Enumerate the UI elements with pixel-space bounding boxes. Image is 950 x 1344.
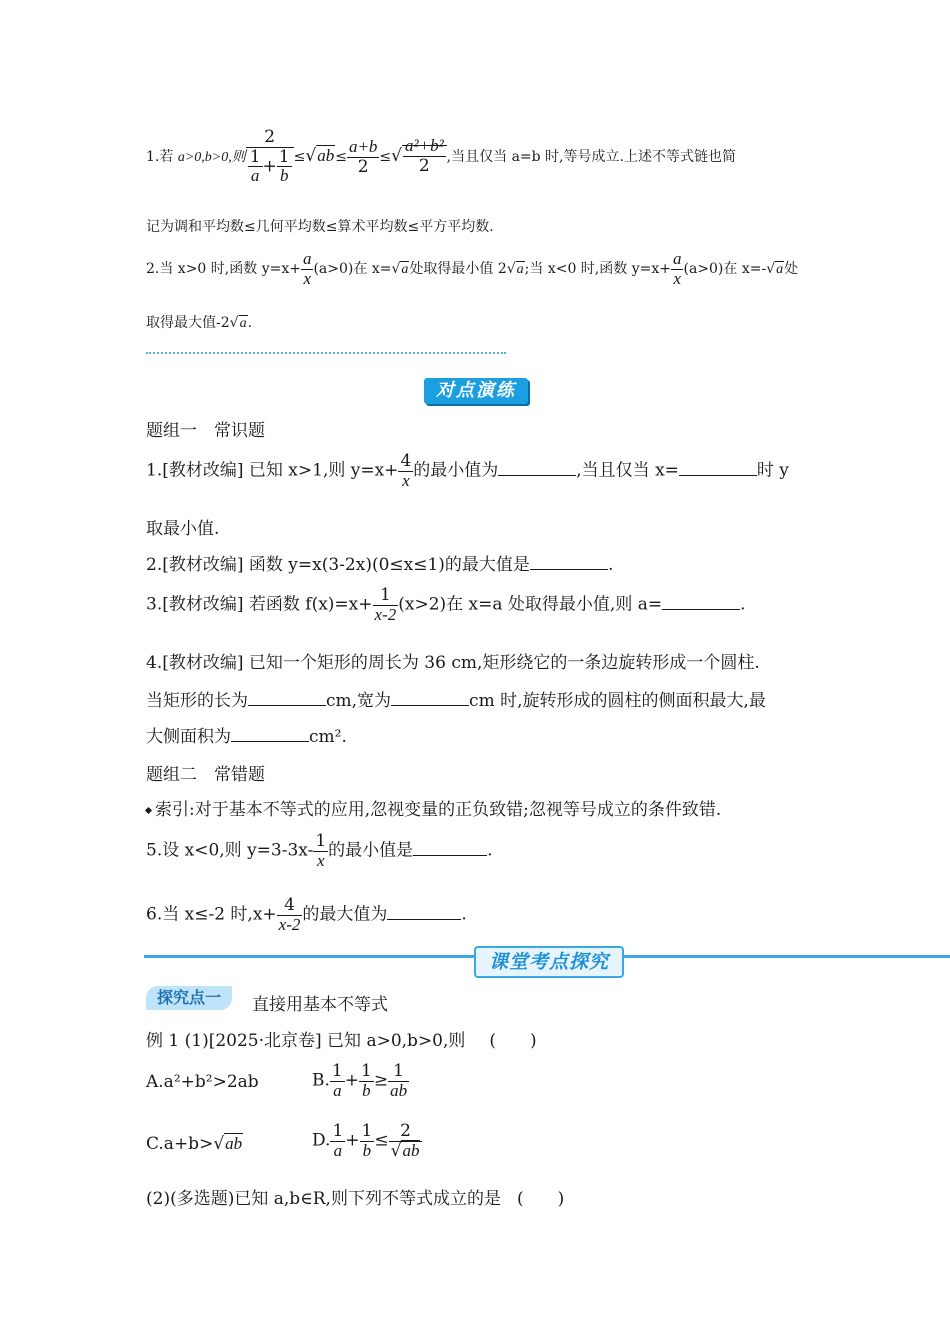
question-1: 1.[教材改编] 已知 x>1,则 y=x+ $\frac{4}{x}$ 的最小值为 ,当且仅当 x= 时 y: [146, 451, 789, 490]
q6-fraction: $\frac{4}{x-2}$: [278, 895, 301, 934]
diamond-bullet-icon: [145, 807, 152, 814]
question-4-line-1: 4.[教材改编] 已知一个矩形的周长为 36 cm,矩形绕它的一条边旋转形成一个圆柱.: [146, 653, 760, 673]
question-6: 6.当 x≤-2 时,x+ $\frac{4}{x-2}$ 的最大值为 .: [146, 895, 467, 934]
option-b[interactable]: B. $\frac{1}{a}$ + $\frac{1}{b}$ ≥ $\frac{1}{ab}$: [312, 1061, 408, 1100]
index-note: 索引:对于基本不等式的应用,忽视变量的正负致错;忽视等号成立的条件致错.: [146, 795, 721, 820]
sqrt-a-2: √a: [506, 261, 524, 278]
question-4-line-3: 大侧面积为 cm².: [146, 727, 347, 747]
answer-blank[interactable]: [662, 608, 740, 610]
sqrt-ab: √ab: [305, 146, 335, 167]
answer-blank[interactable]: [679, 474, 757, 476]
q1-fraction: $\frac{4}{x}$: [400, 451, 412, 490]
sqrt-a-1: √a: [391, 261, 409, 278]
option-a[interactable]: A.a²+b²>2ab: [146, 1072, 259, 1092]
practice-banner: 对点演练: [424, 378, 528, 404]
harmonic-numerator: 2: [246, 128, 294, 148]
sqrt-a-4: √a: [229, 315, 247, 331]
note-1-condition: a>0,b>0,则: [177, 150, 246, 166]
arithmetic-fraction: $\frac{a+b}{2}$: [348, 136, 378, 177]
note-1-prefix: 1.若: [146, 149, 178, 166]
note-1-tail: ,当且仅当 a=b 时,等号成立.上述不等式链也简: [446, 149, 736, 166]
answer-blank[interactable]: [248, 704, 326, 706]
sqrt-ab-c: √ab: [213, 1134, 243, 1154]
answer-paren[interactable]: ( ): [489, 1031, 537, 1051]
answer-blank[interactable]: [413, 854, 487, 856]
one-over-b: $\frac{1}{b}$: [278, 146, 290, 186]
one-over-a: $\frac{1}{a}$: [249, 146, 261, 186]
note-1-line-1: [146, 128, 736, 186]
example-1-part-2: (2)(多选题)已知 a,b∈R,则下列不等式成立的是 ( ): [146, 1189, 565, 1209]
dotted-divider: [146, 352, 506, 354]
leq-3: ≤: [379, 149, 392, 166]
question-1-line-2: 取最小值.: [146, 519, 220, 539]
answer-blank[interactable]: [498, 474, 576, 476]
a-over-x-1: $\frac{a}{x}$: [302, 249, 312, 288]
a-over-x-2: $\frac{a}{x}$: [672, 249, 682, 288]
option-d[interactable]: D. $\frac{1}{a}$ + $\frac{1}{b}$ ≤ $\frac{2}{√ab}$: [312, 1122, 422, 1160]
note-1-line-2: 记为调和平均数≤几何平均数≤算术平均数≤平方平均数.: [146, 219, 494, 235]
group-2-title: 题组二 常错题: [146, 765, 265, 785]
explore-point-tag: 探究点一: [146, 986, 232, 1010]
answer-paren[interactable]: ( ): [516, 1189, 565, 1209]
sqrt-a-3: √a: [766, 261, 784, 278]
explore-title: 直接用基本不等式: [252, 995, 388, 1015]
answer-blank[interactable]: [231, 740, 309, 742]
leq-1: ≤: [293, 149, 306, 166]
example-1-stem: 例 1 (1)[2025·北京卷] 已知 a>0,b>0,则 ( ): [146, 1031, 537, 1051]
harmonic-fraction: [246, 128, 294, 186]
leq-2: ≤: [335, 149, 347, 166]
class-section-banner: 课堂考点探究: [474, 946, 624, 978]
sqrt-quadratic: √ $\frac{\text{a²+b²}}{2}$: [391, 145, 447, 166]
note-2-line-1: 2.当 x>0 时,函数 y=x+ $\frac{a}{x}$ (a>0)在 x=√a处取得最小值 2√a;当 x<0 时,函数 y=x+ $\frac{a}{x}$ (a>0)在 x=-√a处: [146, 249, 799, 288]
question-5: 5.设 x<0,则 y=3-3x- $\frac{1}{x}$ 的最小值是 .: [146, 831, 493, 870]
group-1-title: 题组一 常识题: [146, 421, 265, 441]
answer-blank[interactable]: [391, 704, 469, 706]
question-2: 2.[教材改编] 函数 y=x(3-2x)(0≤x≤1)的最大值是 .: [146, 555, 614, 575]
question-4-line-2: 当矩形的长为 cm,宽为 cm 时,旋转形成的圆柱的侧面积最大,最: [146, 691, 766, 711]
question-3: 3.[教材改编] 若函数 f(x)=x+ $\frac{1}{x-2}$ (x>2)在 x=a 处取得最小值,则 a= .: [146, 585, 746, 624]
note-2-line-2: 取得最大值-2√a.: [146, 315, 253, 331]
harmonic-denominator: $\frac{1}{a}$ + $\frac{1}{b}$: [249, 146, 290, 186]
answer-blank[interactable]: [530, 568, 608, 570]
q3-fraction: $\frac{1}{x-2}$: [374, 585, 397, 624]
q5-fraction: $\frac{1}{x}$: [315, 831, 327, 870]
answer-blank[interactable]: [387, 918, 461, 920]
option-c[interactable]: C.a+b>√ab: [146, 1134, 243, 1154]
